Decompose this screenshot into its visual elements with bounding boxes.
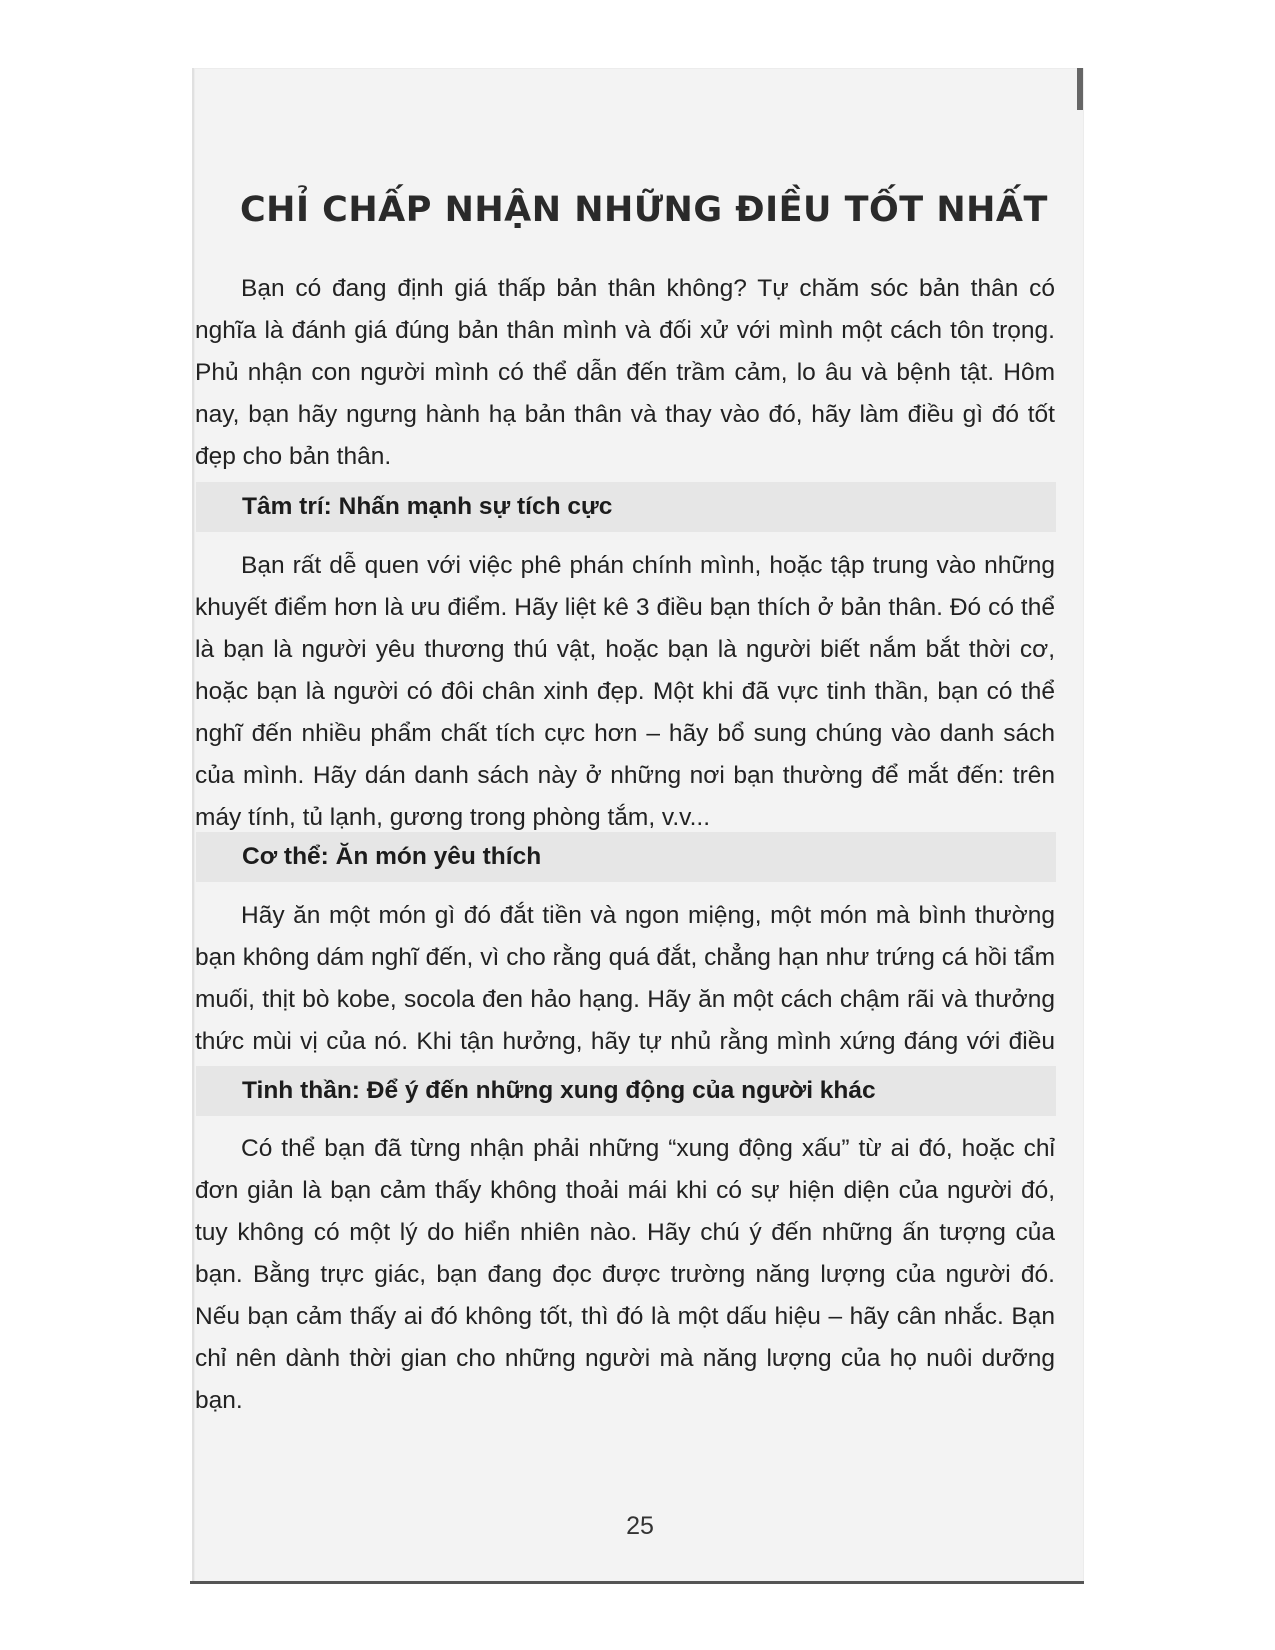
section-body-body: Hãy ăn một món gì đó đắt tiền và ngon miệng, một món mà bình thường bạn không dám nghĩ đến, vì cho rằng quá đắt, chẳng hạn như trứng cá hồi tẩm muối, thịt bò kobe, socola đen hảo hạng. Hãy ăn một cách chậm rãi và thưởng thức mùi vị của nó. Khi tận hưởng, hãy tự nhủ rằng mình xứng đáng với điều (195, 902, 1055, 1055)
section-body-mind: Bạn rất dễ quen với việc phê phán chính mình, hoặc tập trung vào những khuyết điểm hơn là ưu điểm. Hãy liệt kê 3 điều bạn thích ở bản thân. Đó có thể là bạn là người yêu thương thú vật, hoặc bạn là người biết nắm bắt thời cơ, hoặc bạn là người có đôi chân xinh đẹp. Một khi đã vực tinh thần, bạn có thể nghĩ đến nhiều phẩm chất tích cực hơn – hãy bổ sung chúng vào danh sách của mình. Hãy dán danh sách này ở những nơi bạn thường để mắt đến: trên máy tính, tủ lạnh, gương trong phòng tắm, v.v... (195, 552, 1055, 831)
page-number: 25 (626, 1512, 654, 1540)
section-heading-mind: Tâm trí: Nhấn mạnh sự tích cực (242, 493, 613, 520)
section-heading-body: Cơ thể: Ăn món yêu thích (242, 843, 542, 870)
section-body-spirit: Có thể bạn đã từng nhận phải những “xung động xấu” từ ai đó, hoặc chỉ đơn giản là bạn cảm thấy không thoải mái khi có sự hiện diện của người đó, tuy không có một lý do hiển nhiên nào. Hãy chú ý đến những ấn tượng của bạn. Bằng trực giác, bạn đang đọc được trường năng lượng của người đó. Nếu bạn cảm thấy ai đó không tốt, thì đó là một dấu hiệu – hãy cân nhắc. Bạn chỉ nên dành thời gian cho những người mà năng lượng của họ nuôi dưỡng bạn. (195, 1135, 1055, 1414)
page-title: CHỈ CHẤP NHẬN NHỮNG ĐIỀU TỐT NHẤT (240, 190, 1048, 230)
section-heading-spirit: Tinh thần: Để ý đến những xung động của người khác (242, 1077, 876, 1104)
intro-paragraph: Bạn có đang định giá thấp bản thân không? Tự chăm sóc bản thân có nghĩa là đánh giá đúng bản thân mình và đối xử với mình một cách tôn trọng. Phủ nhận con người mình có thể dẫn đến trầm cảm, lo âu và bệnh tật. Hôm nay, bạn hãy ngưng hành hạ bản thân và thay vào đó, hãy làm điều gì đó tốt đẹp cho bản thân. (195, 275, 1055, 470)
page-bottom-edge (190, 1581, 1084, 1584)
page-edge-mark (1077, 68, 1083, 110)
